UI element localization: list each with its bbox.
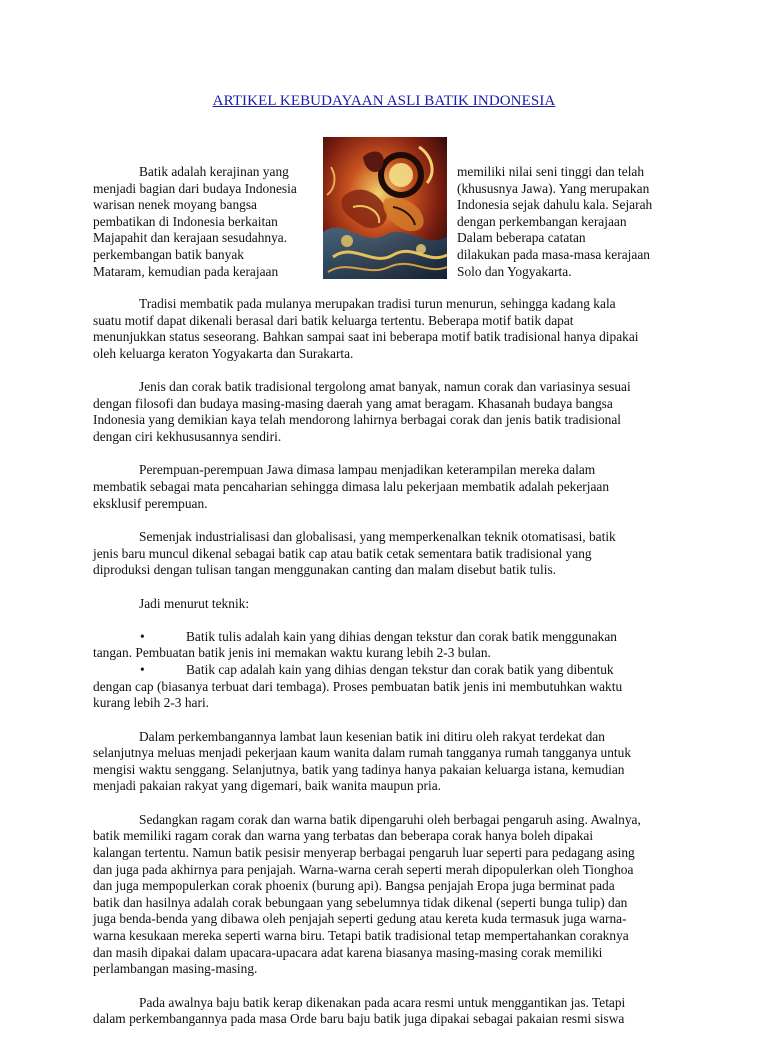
bullet-list bbox=[93, 629, 683, 712]
paragraph bbox=[93, 812, 683, 978]
intro-line: Dalam beberapa catatan bbox=[457, 230, 586, 246]
text-line: dalam perkembangannya pada masa Orde baru baju batik juga dipakai sebagai pakaian resmi siswa bbox=[93, 1011, 625, 1027]
text-line: Batik cap adalah kain yang dihias dengan tekstur dan corak batik yang dibentuk bbox=[186, 662, 614, 678]
intro-line: warisan nenek moyang bangsa bbox=[93, 197, 257, 213]
paragraph bbox=[93, 729, 683, 795]
intro-line: Solo dan Yogyakarta. bbox=[457, 263, 572, 279]
text-line: Perempuan-perempuan Jawa dimasa lampau menjadikan keterampilan mereka dalam bbox=[139, 462, 596, 478]
text-line: dengan filosofi dan budaya masing-masing daerah yang amat beragam. Khasanah budaya bangsa bbox=[93, 395, 613, 411]
text-line: Pada awalnya baju batik kerap dikenakan pada acara resmi untuk menggantikan jas. Tetapi bbox=[139, 994, 626, 1010]
intro-line: dilakukan pada masa-masa kerajaan bbox=[457, 246, 650, 262]
text-line: suatu motif dapat dikenali berasal dari batik keluarga tertentu. Beberapa motif batik dapat bbox=[93, 312, 574, 328]
intro-line: Indonesia sejak dahulu kala. Sejarah bbox=[457, 197, 653, 213]
text-line: eksklusif perempuan. bbox=[93, 495, 208, 511]
text-line: dan masih dipakai dalam upacara-upacara adat karena biasanya masing-masing corak memiliki bbox=[93, 944, 603, 960]
text-line: diproduksi dengan tulisan tangan menggunakan canting dan malam disebut batik tulis. bbox=[93, 562, 556, 578]
bullet-glyph: • bbox=[140, 628, 145, 644]
article-body bbox=[93, 296, 683, 1045]
text-line: kalangan tertentu. Namun batik pesisir menyerap berbagai pengaruh luar seperti para pedagang asing bbox=[93, 845, 635, 861]
text-line: juga benda-benda yang dibawa oleh penjajah seperti gedung atau kereta kuda termasuk juga warna- bbox=[93, 911, 627, 927]
text-line: Dalam perkembangannya lambat laun kesenian batik ini ditiru oleh rakyat terdekat dan bbox=[139, 728, 605, 744]
intro-line: memiliki nilai seni tinggi dan telah bbox=[457, 164, 645, 179]
text-line: Semenjak industrialisasi dan globalisasi, yang memperkenalkan teknik otomatisasi, batik bbox=[139, 528, 616, 544]
text-line: Jadi menurut teknik: bbox=[139, 595, 250, 611]
intro-line: dengan perkembangan kerajaan bbox=[457, 213, 627, 229]
paragraph bbox=[93, 596, 683, 613]
text-line: dan juga mempopulerkan corak phoenix (burung api). Bangsa penjajah Eropa juga berminat pada bbox=[93, 878, 615, 894]
intro-line: perkembangan batik banyak bbox=[93, 246, 244, 262]
intro-left-column bbox=[93, 164, 297, 280]
intro-line: pembatikan di Indonesia berkaitan bbox=[93, 213, 278, 229]
article-title: ARTIKEL KEBUDAYAAN ASLI BATIK INDONESIA bbox=[212, 93, 556, 109]
intro-line: menjadi bagian dari budaya Indonesia bbox=[93, 180, 297, 196]
text-line: tangan. Pembuatan batik jenis ini memakan waktu kurang lebih 2-3 bulan. bbox=[93, 645, 491, 661]
text-line: Batik tulis adalah kain yang dihias dengan tekstur dan corak batik menggunakan bbox=[186, 628, 617, 644]
intro-line: Majapahit dan kerajaan sesudahnya. bbox=[93, 230, 288, 246]
paragraph bbox=[93, 529, 683, 579]
bullet-glyph: • bbox=[140, 662, 145, 678]
text-line: warna kesukaan mereka seperti warna biru. Tetapi batik tradisional tetap mempertahankan coraknya bbox=[93, 927, 629, 943]
paragraph bbox=[93, 296, 683, 362]
intro-line: (khususnya Jawa). Yang merupakan bbox=[457, 180, 650, 196]
batik-painting-image bbox=[323, 137, 447, 279]
text-line: perlambangan masing-masing. bbox=[93, 961, 258, 977]
text-line: Jenis dan corak batik tradisional tergolong amat banyak, namun corak dan variasinya sesuai bbox=[139, 379, 631, 395]
paragraph bbox=[93, 995, 683, 1028]
text-line: dengan cap (biasanya terbuat dari tembaga). Proses pembuatan batik jenis ini membutuhkan waktu bbox=[93, 678, 623, 694]
text-line: mengisi waktu senggang. Selanjutnya, batik yang tadinya hanya pakaian keluarga istana, kemudian bbox=[93, 761, 625, 777]
text-line: menjadi pakaian rakyat yang digemari, baik wanita maupun pria. bbox=[93, 778, 442, 794]
text-line: selanjutnya meluas menjadi pekerjaan kaum wanita dalam rumah tangganya rumah tangganya untuk bbox=[93, 745, 632, 761]
text-line: dan juga pada akhirnya para penjajah. Warna-warna cerah seperti merah dipopulerkan oleh Tionghoa bbox=[93, 861, 634, 877]
text-line: menunjukkan status seseorang. Bahkan sampai saat ini beberapa motif batik tradisional hanya dipakai bbox=[93, 329, 639, 345]
text-line: Sedangkan ragam corak dan warna batik dipengaruhi oleh berbagai pengaruh asing. Awalnya, bbox=[139, 811, 641, 827]
text-line: Indonesia yang demikian kaya telah mendorong lahirnya berbagai corak dan jenis batik tradisional bbox=[93, 412, 622, 428]
list-item bbox=[93, 662, 683, 712]
intro-line: Batik adalah kerajinan yang bbox=[139, 164, 289, 179]
text-line: batik dan hasilnya adalah corak bebungaan yang sebelumnya tidak dikenal (seperti bunga tulip) dan bbox=[93, 894, 628, 910]
list-item bbox=[93, 629, 683, 662]
paragraph bbox=[93, 462, 683, 512]
text-line: batik memiliki ragam corak dan warna yang terbatas dan beberapa corak hanya boleh dipakai bbox=[93, 828, 594, 844]
intro-line: Mataram, kemudian pada kerajaan bbox=[93, 263, 279, 279]
text-line: oleh keluarga keraton Yogyakarta dan Surakarta. bbox=[93, 345, 354, 361]
text-line: Tradisi membatik pada mulanya merupakan tradisi turun menurun, sehingga kadang kala bbox=[139, 296, 616, 311]
text-line: dengan ciri kekhususannya sendiri. bbox=[93, 428, 282, 444]
intro-right-column bbox=[457, 164, 652, 280]
text-line: kurang lebih 2-3 hari. bbox=[93, 695, 210, 711]
paragraph bbox=[93, 379, 683, 445]
text-line: membatik sebagai mata pencaharian sehingga dimasa lalu pekerjaan membatik adalah pekerjaan bbox=[93, 478, 610, 494]
text-line: jenis baru muncul dikenal sebagai batik cap atau batik cetak sementara batik tradisional yang bbox=[93, 545, 592, 561]
